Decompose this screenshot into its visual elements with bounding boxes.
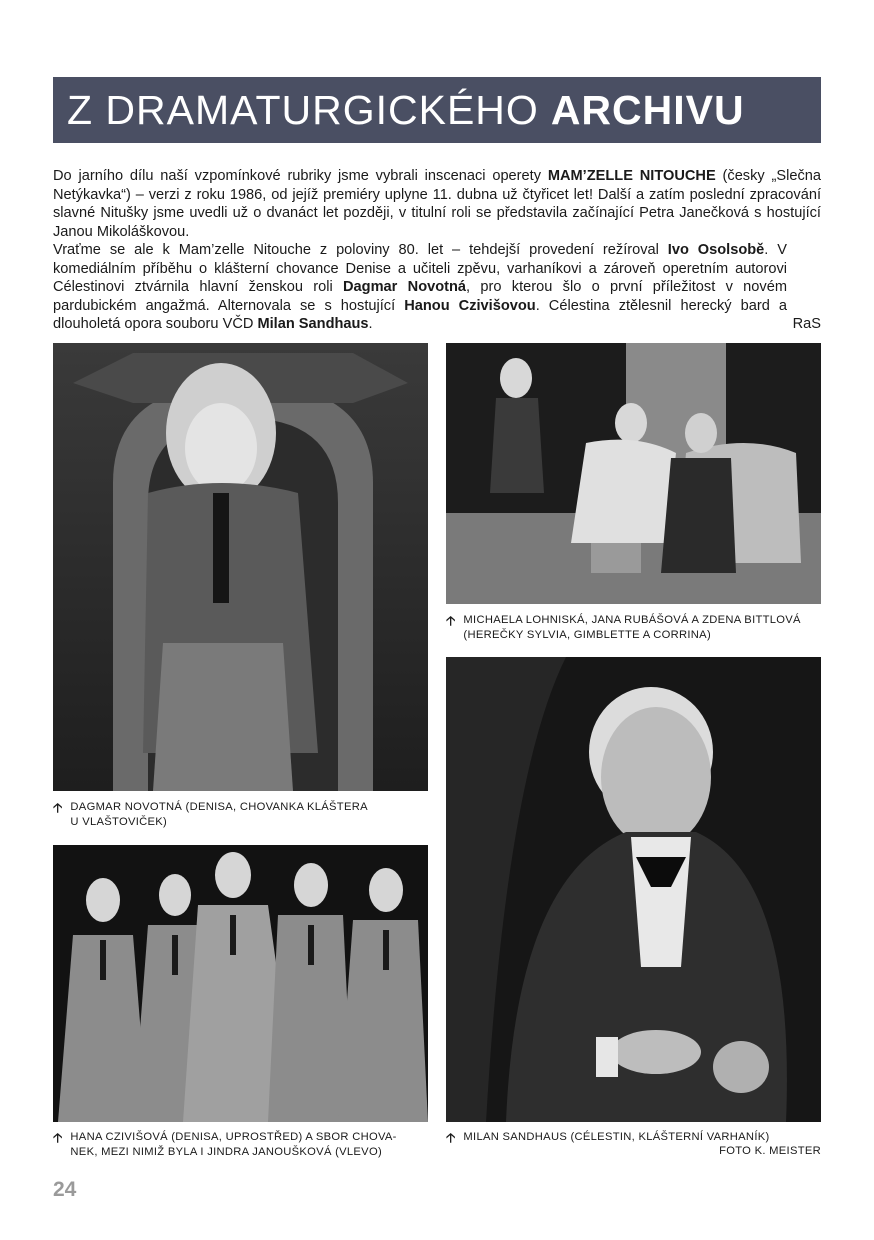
arrow-up-icon: 🡡 <box>446 613 456 628</box>
author-signature: RaS <box>792 316 821 332</box>
photo-three-actresses <box>446 343 821 604</box>
arrow-up-icon: 🡡 <box>446 1130 456 1145</box>
photo-chorus <box>53 845 428 1122</box>
intro-paragraph-2: Vraťme se ale k Mam’zelle Nitouche z poloviny 80. let – tehdejší provedení režíroval Ivo Osolsobě. V komediálním příběhu o klášterní chovance Denise a učiteli zpěvu, varhaníkovi a zároveň operetním autorovi Célestinovi ztvárnila hlavní ženskou roli Dagmar Novotná, pro kterou šlo o první příležitost v novém pardubickém angažmá. Alternovala se s hostující Hanou Czivišovou. Célestina ztělesnil herecký bard a dlouholetá opora souboru VČD Milan Sandhaus. <box>53 242 787 332</box>
actor-name: Milan Sandhaus <box>257 316 369 332</box>
caption-photo-1: 🡡 DAGMAR NOVOTNÁ (DENISA, CHOVANKA KLÁŠTERA U VLAŠTOVIČEK) <box>53 800 368 828</box>
caption-photo-4: 🡡 MILAN SANDHAUS (CÉLESTIN, KLÁŠTERNÍ VARHANÍK) <box>446 1130 770 1145</box>
guest-actress-name: Hanou Czivišovou <box>404 297 536 314</box>
photo-dagmar-novotna <box>53 343 428 791</box>
page-number: 24 <box>53 1178 77 1201</box>
director-name: Ivo Osolsobě <box>667 242 765 258</box>
photo-credit: FOTO K. MEISTER <box>719 1145 821 1157</box>
work-title: MAM’ZELLE NITOUCHE <box>547 168 716 184</box>
title-bold: ARCHIVU <box>550 86 745 133</box>
actress-name: Dagmar Novotná <box>343 279 467 295</box>
caption-photo-3: 🡡 HANA CZIVIŠOVÁ (DENISA, UPROSTŘED) A SBOR CHOVA- NEK, MEZI NIMIŽ BYLA I JINDRA JANOUŠKOVÁ (VLEVO) <box>53 1130 397 1158</box>
title-light: Z DRAMATURGICKÉHO <box>67 86 539 133</box>
intro-paragraph-1: Do jarního dílu naší vzpomínkové rubriky jsme vybrali inscenaci operety MAM’ZELLE NITOUCHE (česky „Slečna Netýkavka“) – verzi z roku 1986, od jejíž premiéry uplyne 11. dubna už čtyřicet let! Další a zatím poslední zpracování slavné Nitušky jsme uvedli už o dvanáct let později, v titulní roli se představila začínající Petra Janečková s hostující Janou Mikoláškovou. <box>53 168 821 240</box>
caption-photo-2: 🡡 MICHAELA LOHNISKÁ, JANA RUBÁŠOVÁ A ZDENA BITTLOVÁ (HEREČKY SYLVIA, GIMBLETTE A CORRINA) <box>446 613 801 641</box>
arrow-up-icon: 🡡 <box>53 1130 63 1145</box>
photo-milan-sandhaus <box>446 657 821 1122</box>
intro-text <box>53 167 821 334</box>
section-title-banner <box>53 77 821 143</box>
arrow-up-icon: 🡡 <box>53 800 63 815</box>
